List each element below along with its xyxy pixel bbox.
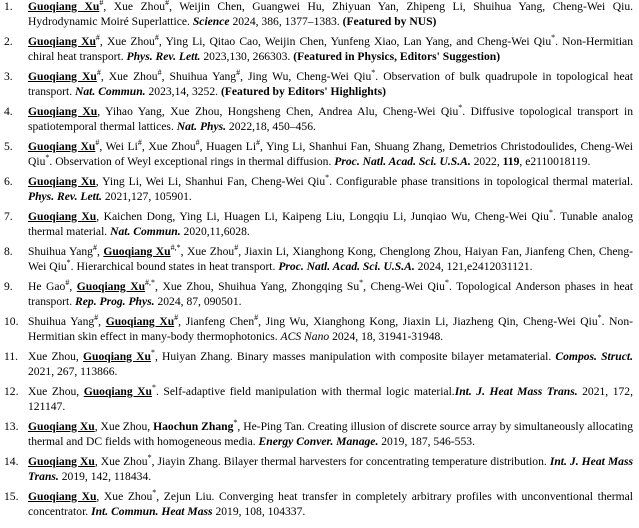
reference-number: 2. bbox=[4, 35, 13, 48]
author-mark: # bbox=[165, 0, 170, 7]
reference-item bbox=[4, 350, 633, 379]
reference-text-run: , Wei Li bbox=[99, 140, 138, 153]
author-mark: # bbox=[195, 138, 200, 147]
reference-text-run: . Self-adaptive field manipulation with thermal logic material. bbox=[155, 385, 455, 398]
author-mark: # bbox=[254, 313, 259, 322]
author-mark: * bbox=[551, 33, 556, 42]
author-mark: * bbox=[371, 68, 376, 77]
reference-text-run: , Huiyan Zhang. Binary masses manipulation with composite bilayer metamaterial. bbox=[154, 350, 556, 363]
author-mark: # bbox=[95, 33, 100, 42]
reference-text-run: 2022,18, 450–456. bbox=[226, 119, 316, 133]
author-mark: #,* bbox=[170, 243, 181, 252]
reference-text-run: 2023,14, 3252. bbox=[145, 84, 221, 98]
author-mark: * bbox=[151, 383, 156, 392]
reference-text bbox=[28, 315, 633, 344]
author-highlight: Guoqiang Xu bbox=[28, 0, 100, 13]
reference-text-run: , Xue Zhou, bbox=[94, 420, 154, 433]
journal-name: Energy Conver. Manage. bbox=[258, 434, 379, 448]
author-highlight: Guoqiang Xu bbox=[28, 455, 95, 468]
reference-text-run: 2024, 386, 1377–1383. bbox=[229, 14, 343, 28]
journal-name: Phys. Rev. Lett. bbox=[126, 49, 201, 63]
reference-item bbox=[4, 490, 633, 519]
author-highlight: Guoqiang Xu bbox=[28, 490, 97, 503]
journal-name: Compos. Struct. bbox=[555, 350, 633, 363]
reference-text-run: , Jianfeng Chen bbox=[178, 315, 255, 328]
journal-name: Int. Commun. Heat Mass bbox=[91, 504, 213, 518]
reference-number: 7. bbox=[4, 210, 13, 223]
author-mark: * bbox=[444, 278, 449, 287]
reference-number: 1. bbox=[4, 0, 13, 13]
author-mark: # bbox=[94, 313, 99, 322]
reference-text bbox=[28, 490, 633, 519]
reference-text-run: 2021, 172, 121147. bbox=[28, 385, 633, 413]
reference-number: 11. bbox=[4, 350, 19, 363]
reference-number: 8. bbox=[4, 245, 13, 258]
reference-text-run: Shuihua Yang bbox=[28, 315, 95, 328]
author-highlight: Guoqiang Xu bbox=[28, 105, 98, 118]
author-mark: * bbox=[45, 152, 50, 162]
reference-text-run: Xue Zhou, bbox=[28, 350, 83, 363]
reference-text-run: 2024, 87, 090501. bbox=[154, 294, 242, 308]
reference-text-run: 2024, 121,e2412031121. bbox=[414, 259, 533, 273]
reference-text-run: , Xue Zhou bbox=[100, 70, 158, 83]
reference-text bbox=[28, 175, 633, 204]
journal-name: Phys. Rev. Lett. bbox=[28, 189, 102, 203]
journal-name: Proc. Natl. Acad. Sci. U.S.A. bbox=[278, 259, 415, 273]
author-mark: # bbox=[137, 138, 142, 147]
reference-text-run: . Non-Hermitian skin effect in many-body thermophotonics. bbox=[28, 315, 633, 343]
reference-text-run: , bbox=[98, 315, 106, 328]
reference-text bbox=[28, 455, 633, 484]
author-mark: # bbox=[174, 313, 179, 322]
emphasis-text: 119 bbox=[502, 154, 520, 168]
author-highlight: Guoqiang Xu bbox=[83, 385, 152, 398]
reference-number: 10. bbox=[4, 315, 19, 328]
emphasis-text: (Featured by Editors' Highlights) bbox=[220, 84, 386, 98]
reference-text-run: , Xue Zhou bbox=[103, 0, 166, 13]
author-mark: # bbox=[99, 0, 104, 7]
reference-text-run: . Observation of bulk quadrupole in topological heat transport. bbox=[28, 70, 633, 98]
reference-text bbox=[28, 245, 633, 274]
reference-text-run: , Ying Li, Qitao Cao, Weijin Chen, Yunfeng Xiao, Lan Yang, and Cheng-Wei Qiu bbox=[158, 35, 552, 48]
journal-name: ACS Nano bbox=[280, 329, 330, 343]
reference-text-run: 2019, 142, 118434. bbox=[58, 469, 152, 483]
author-highlight: Guoqiang Xu bbox=[28, 210, 97, 223]
author-mark: # bbox=[95, 138, 100, 147]
author-highlight: Guoqiang Xu bbox=[28, 35, 96, 48]
reference-item bbox=[4, 280, 633, 309]
reference-text bbox=[28, 280, 633, 309]
reference-text-run: . Observation of Weyl exceptional rings in thermal diffusion. bbox=[49, 154, 335, 168]
reference-item bbox=[4, 455, 633, 484]
author-mark: # bbox=[96, 68, 101, 77]
reference-text-run: . Non-Hermitian chiral heat transport. bbox=[28, 35, 633, 63]
author-mark: * bbox=[66, 257, 71, 267]
journal-name: Science bbox=[192, 14, 230, 28]
reference-number: 4. bbox=[4, 105, 13, 118]
author-mark: * bbox=[548, 208, 553, 217]
reference-text-run: , Ying Li, Shanhui Fan, Shuang Zhang, Demetrios Christodoulides, Cheng-Wei Qiu bbox=[28, 140, 634, 168]
reference-number: 14. bbox=[4, 455, 19, 468]
reference-text-run: , Jiayin Zhang. Bilayer thermal harvesters for concentrating temperature distribution. bbox=[151, 455, 550, 468]
author-highlight: Guoqiang Xu bbox=[28, 420, 95, 433]
reference-text-run: , Cheng-Wei Qiu bbox=[363, 280, 445, 293]
author-mark: * bbox=[152, 488, 157, 497]
journal-name: Int. J. Heat Mass Trans. bbox=[28, 455, 633, 483]
reference-text-run: . Hierarchical bound states in heat transport. bbox=[70, 259, 279, 273]
reference-text-run: 2019, 187, 546-553. bbox=[378, 434, 475, 448]
author-highlight: Guoqiang Xu bbox=[28, 175, 96, 188]
reference-text-run: , e2110018119. bbox=[519, 154, 591, 168]
reference-text bbox=[28, 35, 633, 64]
reference-text-run: , Jing Wu, Cheng-Wei Qiu bbox=[240, 70, 372, 83]
author-mark: #,* bbox=[145, 278, 156, 287]
reference-number: 12. bbox=[4, 385, 19, 398]
reference-text-run: , bbox=[96, 245, 104, 258]
author-mark: * bbox=[150, 348, 155, 357]
reference-text bbox=[28, 140, 633, 169]
reference-item bbox=[4, 315, 633, 344]
reference-text-run: He Gao bbox=[28, 280, 66, 293]
journal-name: Proc. Natl. Acad. Sci. U.S.A. bbox=[334, 154, 471, 168]
author-highlight: Guoqiang Xu bbox=[28, 70, 97, 83]
author-highlight: Guoqiang Xu bbox=[82, 350, 151, 363]
author-mark: * bbox=[325, 173, 330, 182]
emphasis-text: (Featured in Physics, Editors' Suggestion) bbox=[293, 49, 501, 63]
journal-name: Nat. Commun. bbox=[75, 84, 146, 98]
reference-item bbox=[4, 385, 633, 414]
reference-number: 15. bbox=[4, 490, 19, 503]
reference-text bbox=[28, 105, 633, 134]
author-mark: # bbox=[234, 243, 239, 252]
reference-text bbox=[28, 210, 633, 239]
reference-text-run: 2023,130, 266303. bbox=[200, 49, 294, 63]
reference-text-run: , Yihao Yang, Xue Zhou, Hongsheng Chen, Andrea Alu, Cheng-Wei Qiu bbox=[97, 105, 459, 118]
reference-text-run: . Configurable phase transitions in topological thermal material. bbox=[329, 175, 633, 188]
author-mark: * bbox=[359, 278, 364, 287]
author-mark: # bbox=[157, 68, 162, 77]
reference-text-run: , Xue Zhou bbox=[99, 35, 155, 48]
reference-number: 9. bbox=[4, 280, 13, 293]
emphasis-text: (Featured by NUS) bbox=[342, 14, 437, 28]
reference-item bbox=[4, 70, 633, 99]
reference-number: 13. bbox=[4, 420, 19, 433]
reference-item bbox=[4, 105, 633, 134]
journal-name: Int. J. Heat Mass Trans. bbox=[454, 385, 578, 398]
reference-text-run: , Jiaxin Li, Xianghong Kong, Chenglong Zhou, Haiyan Fan, Jianfeng Chen, Cheng-Wei Qiu bbox=[28, 245, 633, 273]
reference-item bbox=[4, 245, 633, 274]
reference-text-run: , Huagen Li bbox=[199, 140, 257, 153]
reference-text-run: . Tunable analog thermal material. bbox=[28, 210, 633, 238]
reference-text-run: , Xue Zhou bbox=[94, 455, 148, 468]
author-mark: # bbox=[236, 68, 241, 77]
reference-text-run: , Xue Zhou bbox=[141, 140, 196, 153]
reference-text bbox=[28, 350, 633, 379]
reference-text-run: 2022, bbox=[470, 154, 503, 168]
reference-item bbox=[4, 140, 633, 169]
reference-text-run: , Ying Li, Wei Li, Shanhui Fan, Cheng-Wei Qiu bbox=[95, 175, 326, 188]
reference-text-run: , He-Ping Tan. Creating illusion of discrete source array by simultaneously allocating thermal and DC fields with homogeneous media. bbox=[28, 420, 634, 448]
reference-text-run: , bbox=[69, 280, 77, 293]
reference-item bbox=[4, 175, 633, 204]
reference-text bbox=[28, 420, 633, 449]
reference-text-run: 2021,127, 105901. bbox=[101, 189, 192, 203]
reference-text-run: Xue Zhou, bbox=[28, 385, 84, 398]
reference-text bbox=[28, 0, 633, 29]
author-mark: * bbox=[458, 103, 463, 112]
reference-number: 6. bbox=[4, 175, 13, 188]
reference-number: 3. bbox=[4, 70, 13, 83]
reference-text-run: 2020,11,6028. bbox=[180, 224, 250, 238]
reference-text-run: . Diffusive topological transport in spatiotemporal thermal lattices. bbox=[28, 105, 633, 133]
reference-text bbox=[28, 385, 633, 414]
emphasis-text: Haochun Zhang bbox=[153, 420, 234, 433]
reference-text-run: 2019, 108, 104337. bbox=[212, 504, 306, 518]
reference-item bbox=[4, 0, 633, 29]
author-mark: # bbox=[154, 33, 159, 42]
reference-text-run: , Xue Zhou bbox=[180, 245, 235, 258]
reference-item bbox=[4, 210, 633, 239]
reference-text-run: 2024, 18, 31941-31948. bbox=[329, 329, 444, 343]
reference-text-run: , Zejun Liu. Converging heat transfer in completely arbitrary profiles with unconventional thermal concentrator. bbox=[28, 490, 634, 518]
author-mark: * bbox=[233, 418, 238, 427]
author-highlight: Guoqiang Xu bbox=[76, 280, 146, 293]
reference-text-run: , Shuihua Yang bbox=[161, 70, 237, 83]
reference-text-run: . Topological Anderson phases in heat transport. bbox=[28, 280, 634, 308]
journal-name: Rep. Prog. Phys. bbox=[75, 294, 155, 308]
reference-item bbox=[4, 35, 633, 64]
reference-text-run: Shuihua Yang bbox=[28, 245, 93, 258]
reference-text-run: , Xue Zhou, Shuihua Yang, Zhongqing Su bbox=[155, 280, 360, 293]
reference-text-run: , Weijin Chen, Guangwei Hu, Zhiyuan Yan, Zhipeng Li, Shuihua Yang, Cheng-Wei Qiu. Hydrodynamic Moiré Superlattice. bbox=[28, 0, 634, 28]
author-highlight: Guoqiang Xu bbox=[105, 315, 175, 328]
reference-number: 5. bbox=[4, 140, 13, 153]
author-mark: * bbox=[597, 313, 602, 322]
reference-text bbox=[28, 70, 633, 99]
author-mark: * bbox=[147, 453, 152, 462]
reference-text-run: , Kaichen Dong, Ying Li, Huagen Li, Kaipeng Liu, Longqiu Li, Junqiao Wu, Cheng-Wei Qiu bbox=[96, 210, 549, 223]
journal-name: Nat. Phys. bbox=[176, 119, 227, 133]
author-mark: # bbox=[256, 138, 261, 147]
reference-item bbox=[4, 420, 633, 449]
author-mark: # bbox=[92, 243, 97, 252]
journal-name: Nat. Commun. bbox=[110, 224, 181, 238]
author-highlight: Guoqiang Xu bbox=[28, 140, 96, 153]
author-mark: # bbox=[65, 278, 70, 287]
reference-text-run: 2021, 267, 113866. bbox=[28, 364, 118, 378]
author-highlight: Guoqiang Xu bbox=[103, 245, 171, 258]
reference-text-run: , Xue Zhou bbox=[96, 490, 153, 503]
reference-text-run: , Jing Wu, Xianghong Kong, Jiaxin Li, Jiazheng Qin, Cheng-Wei Qiu bbox=[258, 315, 598, 328]
